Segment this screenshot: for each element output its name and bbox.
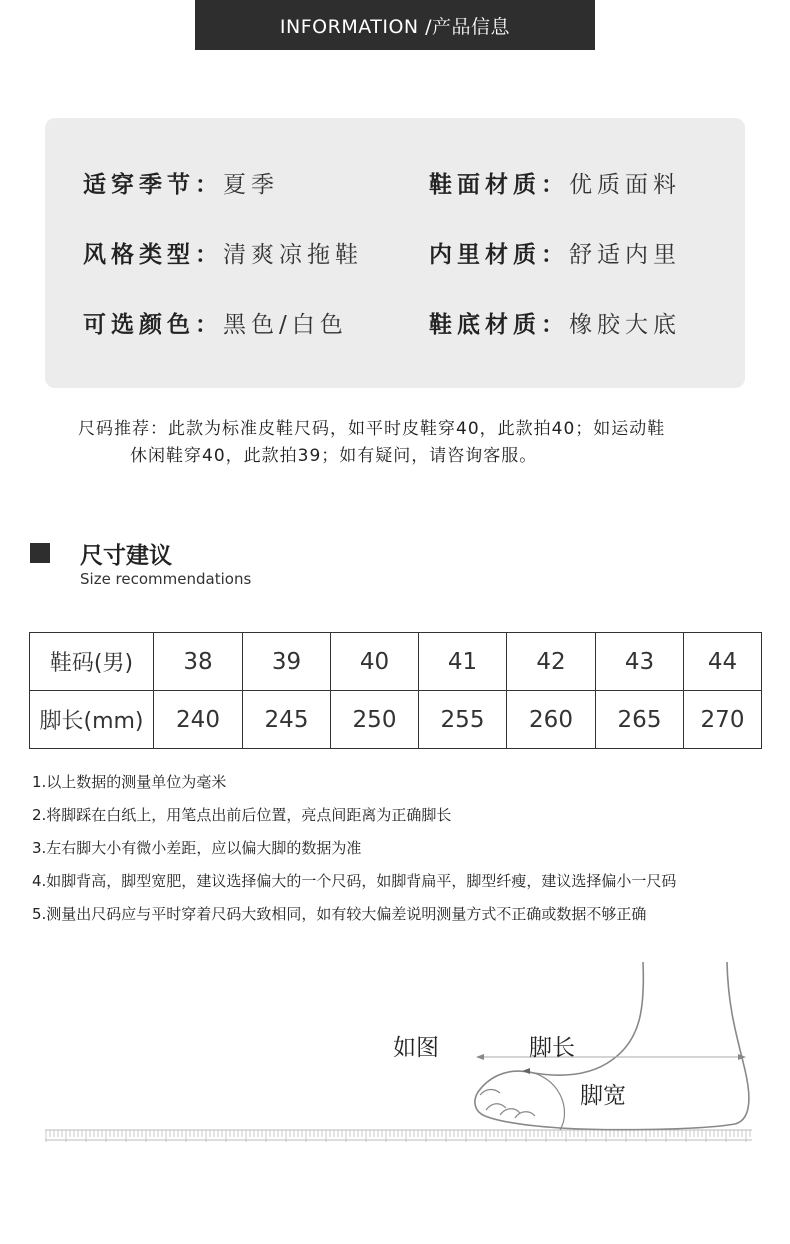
toes-outline xyxy=(480,1089,535,1118)
info-value: 舒适内里 xyxy=(569,242,681,268)
size-recommendation-line2: 休闲鞋穿40，此款拍39；如有疑问，请咨询客服。 xyxy=(130,446,538,466)
info-style xyxy=(83,236,363,269)
table-row xyxy=(30,691,762,749)
info-lining-material xyxy=(429,236,681,269)
size-recommendation-line1: 尺码推荐：此款为标准皮鞋尺码，如平时皮鞋穿40，此款拍40；如运动鞋 xyxy=(78,419,666,439)
info-key: 内里材质： xyxy=(429,242,569,268)
table-cell: 265 xyxy=(596,691,684,749)
info-banner xyxy=(195,0,595,50)
table-cell: 44 xyxy=(684,633,762,691)
info-value: 夏季 xyxy=(223,172,279,198)
length-arrow-left-head xyxy=(476,1054,484,1060)
info-value: 橡胶大底 xyxy=(569,312,681,338)
info-key: 可选颜色： xyxy=(83,312,223,338)
table-cell: 245 xyxy=(243,691,331,749)
table-cell: 43 xyxy=(596,633,684,691)
info-upper-material xyxy=(429,166,681,199)
table-cell: 255 xyxy=(419,691,507,749)
table-cell: 38 xyxy=(154,633,243,691)
measure-rule: 1.以上数据的测量单位为毫米 xyxy=(32,773,227,791)
width-arc-head xyxy=(522,1068,530,1074)
info-sole-material xyxy=(429,306,681,339)
foot-length-label: 脚长 xyxy=(529,1035,575,1061)
info-color xyxy=(83,306,348,339)
info-value: 清爽凉拖鞋 xyxy=(223,242,363,268)
info-key: 鞋面材质： xyxy=(429,172,569,198)
info-key: 适穿季节： xyxy=(83,172,223,198)
table-cell: 240 xyxy=(154,691,243,749)
measure-rule: 3.左右脚大小有微小差距，应以偏大脚的数据为准 xyxy=(32,839,362,857)
table-cell: 41 xyxy=(419,633,507,691)
info-value: 黑色/白色 xyxy=(223,312,348,338)
info-season xyxy=(83,166,279,199)
measure-rule: 4.如脚背高，脚型宽肥，建议选择偏大的一个尺码，如脚背扁平，脚型纤瘦，建议选择偏小一尺码 xyxy=(32,872,677,890)
measure-rule: 2.将脚踩在白纸上，用笔点出前后位置，亮点间距离为正确脚长 xyxy=(32,806,452,824)
info-key: 鞋底材质： xyxy=(429,312,569,338)
foot-width-label: 脚宽 xyxy=(580,1083,626,1109)
section-title: 尺寸建议 xyxy=(80,543,172,569)
info-key: 风格类型： xyxy=(83,242,223,268)
table-cell: 39 xyxy=(243,633,331,691)
width-arc xyxy=(524,1071,565,1130)
table-cell: 42 xyxy=(507,633,596,691)
measure-rule: 5.测量出尺码应与平时穿着尺码大致相同，如有较大偏差说明测量方式不正确或数据不够正确 xyxy=(32,905,647,923)
table-cell: 250 xyxy=(331,691,419,749)
illustration-caption: 如图 xyxy=(393,1035,439,1061)
table-cell: 40 xyxy=(331,633,419,691)
size-table xyxy=(29,632,762,749)
table-header-cell: 脚长(mm) xyxy=(30,691,154,749)
table-row xyxy=(30,633,762,691)
table-cell: 270 xyxy=(684,691,762,749)
section-subtitle: Size recommendations xyxy=(80,570,252,588)
info-value: 优质面料 xyxy=(569,172,681,198)
banner-title: INFORMATION /产品信息 xyxy=(279,15,511,38)
product-info-box xyxy=(45,118,745,388)
section-marker xyxy=(30,543,50,563)
table-header-cell: 鞋码(男) xyxy=(30,633,154,691)
table-cell: 260 xyxy=(507,691,596,749)
